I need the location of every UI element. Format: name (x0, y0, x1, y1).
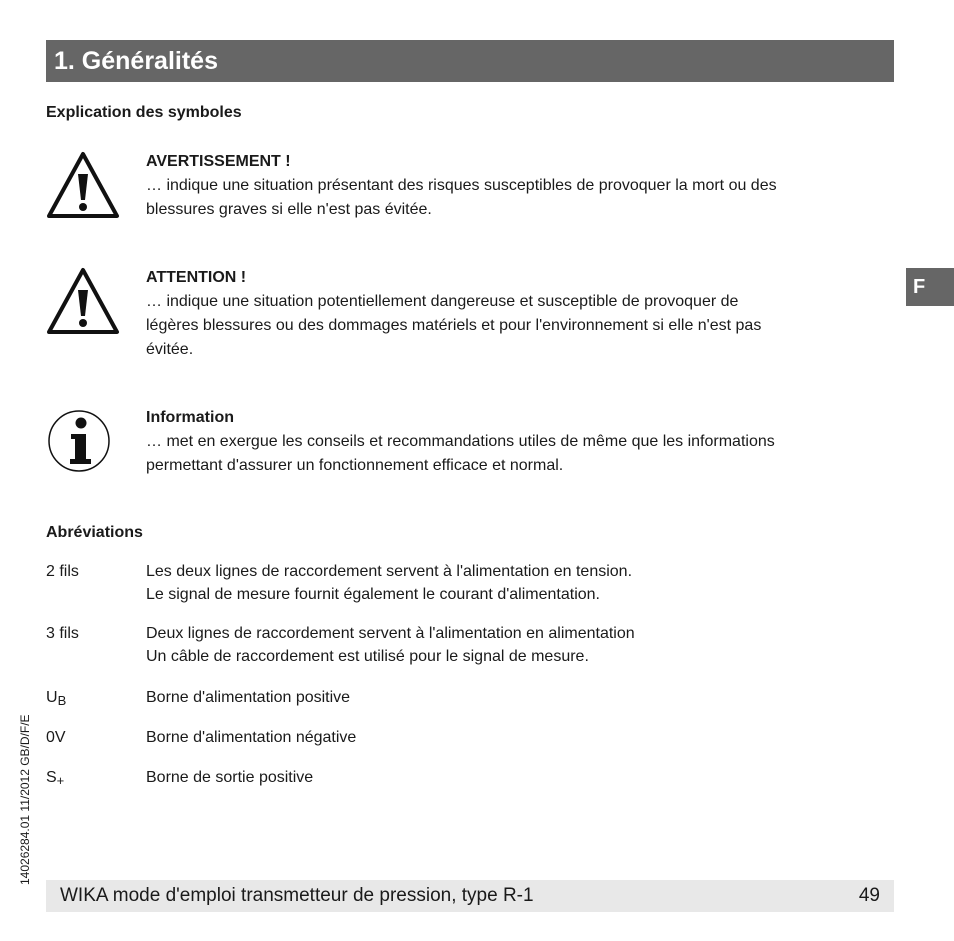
symbol-information (46, 406, 876, 516)
symbol-description-line: légères blessures ou des dommages matériels et pour l'environnement si elle n'est pas (146, 317, 762, 334)
abbreviation-term: 2 fils (46, 563, 79, 580)
page-footer (46, 880, 894, 912)
symbol-description-line: … indique une situation potentiellement dangereuse et susceptible de provoquer de (146, 293, 739, 310)
abbreviation-term: 3 fils (46, 625, 79, 642)
symbol-description-line: … met en exergue les conseils et recommandations utiles de même que les informations (146, 433, 775, 450)
abbreviation-term: 0V (46, 729, 66, 746)
symbols-heading: Explication des symboles (46, 104, 242, 121)
abbreviation-description-line: Le signal de mesure fournit également le courant d'alimentation. (146, 586, 600, 603)
abbreviation-term-subscript: B (57, 693, 67, 708)
warning-triangle-icon (46, 266, 120, 340)
abbreviation-description-line: Borne de sortie positive (146, 769, 314, 786)
abbreviation-description-line: Borne d'alimentation positive (146, 689, 351, 706)
abbreviations-heading: Abréviations (46, 524, 143, 541)
symbol-label: Information (146, 409, 234, 426)
abbreviation-description-line: Deux lignes de raccordement servent à l'alimentation en alimentation (146, 625, 635, 642)
abbreviation-term-main: S (46, 769, 57, 786)
symbol-label: AVERTISSEMENT ! (146, 153, 291, 170)
language-tab: F (906, 268, 954, 306)
symbol-description-line: … indique une situation présentant des risques susceptibles de provoquer la mort ou des (146, 177, 777, 194)
symbol-description-line: blessures graves si elle n'est pas évitée. (146, 201, 432, 218)
abbreviation-term-main: U (46, 689, 58, 706)
symbol-warning (46, 150, 876, 260)
abbreviation-term (46, 686, 136, 712)
symbol-caution (46, 266, 876, 376)
abbreviation-description-line: Les deux lignes de raccordement servent à l'alimentation en tension. (146, 563, 633, 580)
symbol-label: ATTENTION ! (146, 269, 247, 286)
abbreviation-term (46, 766, 136, 792)
abbreviation-description-line: Un câble de raccordement est utilisé pour le signal de mesure. (146, 648, 589, 665)
symbol-description-line: permettant d'assurer un fonctionnement efficace et normal. (146, 457, 564, 474)
page-number: 49 (858, 885, 880, 906)
page-title: 1. Généralités (46, 40, 894, 82)
abbreviation-term-subscript: + (56, 773, 65, 788)
document-code: 14026284.01 11/2012 GB/D/F/E (18, 714, 32, 885)
abbreviation-description-line: Borne d'alimentation négative (146, 729, 357, 746)
symbol-description-line: évitée. (146, 341, 194, 358)
footer-title: WIKA mode d'emploi transmetteur de pression, type R-1 (60, 885, 534, 906)
warning-triangle-icon (46, 150, 120, 224)
information-icon (46, 406, 120, 480)
